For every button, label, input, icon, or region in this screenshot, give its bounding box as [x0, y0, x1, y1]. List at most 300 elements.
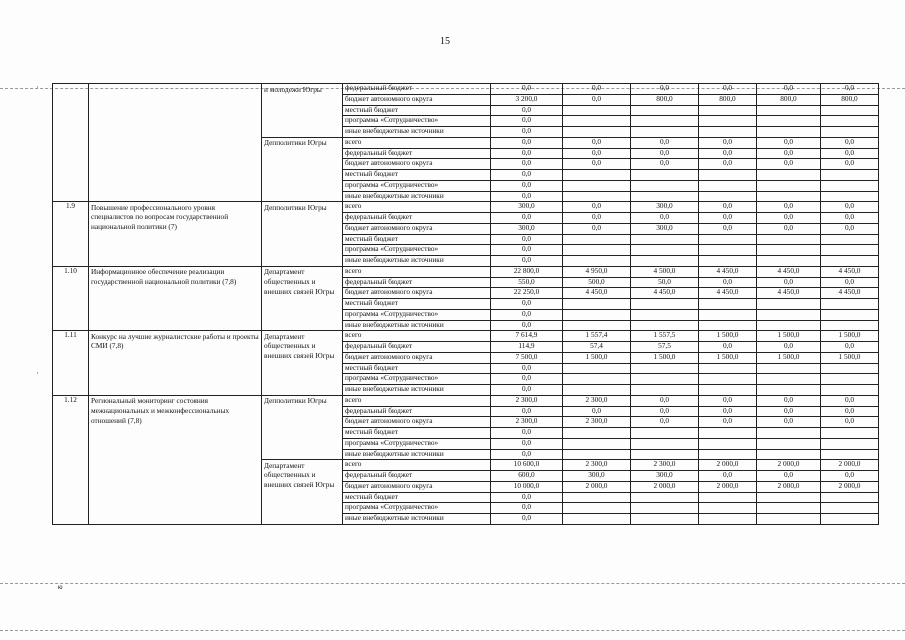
funding-source: программа «Сотрудничество» — [343, 245, 491, 256]
amount-total: 10 600,0 — [491, 460, 563, 471]
amount-year: 4 450,0 — [563, 288, 631, 299]
amount-year: 2 300,0 — [563, 417, 631, 428]
amount-year: 0,0 — [563, 406, 631, 417]
funding-source: федеральный бюджет — [343, 213, 491, 224]
amount-year — [631, 170, 699, 181]
amount-year: 0,0 — [699, 406, 757, 417]
amount-total: 22 800,0 — [491, 266, 563, 277]
funding-source: местный бюджет — [343, 170, 491, 181]
amount-total: 7 614,9 — [491, 331, 563, 342]
amount-year: 0,0 — [821, 202, 879, 213]
funding-source: федеральный бюджет — [343, 471, 491, 482]
amount-year — [563, 428, 631, 439]
funding-source: бюджет автономного округа — [343, 288, 491, 299]
funding-source: всего — [343, 202, 491, 213]
funding-source: всего — [343, 460, 491, 471]
amount-year: 0,0 — [631, 213, 699, 224]
amount-year — [821, 116, 879, 127]
funding-source: бюджет автономного округа — [343, 481, 491, 492]
amount-year — [631, 299, 699, 310]
amount-year: 0,0 — [699, 417, 757, 428]
amount-total: 22 250,0 — [491, 288, 563, 299]
amount-year — [821, 503, 879, 514]
amount-year: 0,0 — [563, 223, 631, 234]
amount-year: 2 000,0 — [757, 481, 821, 492]
amount-year — [563, 385, 631, 396]
amount-total: 3 200,0 — [491, 94, 563, 105]
amount-year — [563, 234, 631, 245]
amount-year — [699, 374, 757, 385]
amount-total: 0,0 — [491, 385, 563, 396]
financing-table — [52, 83, 879, 525]
funding-source: иные внебюджетные источники — [343, 191, 491, 202]
amount-year: 1 500,0 — [699, 352, 757, 363]
funding-source: всего — [343, 331, 491, 342]
amount-year: 0,0 — [757, 277, 821, 288]
amount-year — [631, 309, 699, 320]
executor: Депполитики Югры — [262, 202, 343, 267]
amount-year: 0,0 — [757, 213, 821, 224]
amount-year — [821, 320, 879, 331]
amount-year: 0,0 — [699, 342, 757, 353]
amount-year: 0,0 — [631, 417, 699, 428]
amount-year — [631, 514, 699, 525]
amount-year — [563, 503, 631, 514]
amount-year — [631, 116, 699, 127]
amount-year: 4 450,0 — [699, 266, 757, 277]
amount-year — [821, 170, 879, 181]
amount-year — [821, 309, 879, 320]
amount-year: 0,0 — [699, 277, 757, 288]
amount-year — [821, 449, 879, 460]
amount-year: 0,0 — [757, 471, 821, 482]
amount-year: 0,0 — [821, 406, 879, 417]
amount-year: 300,0 — [563, 471, 631, 482]
executor: и молодежи Югры — [262, 84, 343, 138]
amount-year: 1 500,0 — [821, 352, 879, 363]
amount-year — [821, 245, 879, 256]
amount-year — [757, 299, 821, 310]
amount-year: 300,0 — [631, 471, 699, 482]
amount-year: 1 500,0 — [631, 352, 699, 363]
funding-source: местный бюджет — [343, 105, 491, 116]
measure-name — [89, 84, 262, 202]
amount-year: 0,0 — [821, 471, 879, 482]
amount-year: 0,0 — [563, 159, 631, 170]
amount-total: 2 300,0 — [491, 417, 563, 428]
amount-year: 2 000,0 — [699, 481, 757, 492]
funding-source: местный бюджет — [343, 299, 491, 310]
amount-total: 0,0 — [491, 191, 563, 202]
amount-year — [631, 245, 699, 256]
amount-year — [757, 503, 821, 514]
amount-year — [699, 309, 757, 320]
amount-year — [699, 127, 757, 138]
amount-total: 7 500,0 — [491, 352, 563, 363]
amount-year — [631, 503, 699, 514]
funding-source: программа «Сотрудничество» — [343, 116, 491, 127]
amount-year — [563, 191, 631, 202]
amount-total: 0,0 — [491, 180, 563, 191]
amount-year — [631, 492, 699, 503]
amount-year — [699, 449, 757, 460]
amount-year — [821, 256, 879, 267]
amount-year — [757, 374, 821, 385]
amount-year: 0,0 — [699, 159, 757, 170]
amount-year — [757, 428, 821, 439]
amount-year — [757, 127, 821, 138]
amount-year: 0,0 — [821, 342, 879, 353]
amount-year: 2 000,0 — [563, 481, 631, 492]
funding-source: программа «Сотрудничество» — [343, 180, 491, 191]
funding-source: федеральный бюджет — [343, 84, 491, 95]
amount-year — [563, 299, 631, 310]
amount-year: 1 557,4 — [563, 331, 631, 342]
measure-number: 1.11 — [53, 331, 89, 396]
amount-year — [631, 428, 699, 439]
amount-year — [563, 116, 631, 127]
amount-year — [821, 299, 879, 310]
amount-year: 1 500,0 — [757, 352, 821, 363]
amount-year — [757, 492, 821, 503]
amount-year: 2 000,0 — [757, 460, 821, 471]
amount-year: 0,0 — [631, 84, 699, 95]
amount-year: 2 300,0 — [563, 395, 631, 406]
amount-year — [821, 374, 879, 385]
amount-total: 114,9 — [491, 342, 563, 353]
amount-year — [563, 363, 631, 374]
amount-year — [631, 256, 699, 267]
amount-year: 2 000,0 — [631, 481, 699, 492]
amount-year: 0,0 — [699, 213, 757, 224]
amount-year: 4 450,0 — [757, 288, 821, 299]
amount-year — [563, 127, 631, 138]
amount-year: 0,0 — [821, 148, 879, 159]
funding-source: местный бюджет — [343, 492, 491, 503]
amount-year: 0,0 — [631, 137, 699, 148]
amount-year: 50,0 — [631, 277, 699, 288]
funding-source: программа «Сотрудничество» — [343, 438, 491, 449]
amount-total: 0,0 — [491, 170, 563, 181]
amount-year — [631, 234, 699, 245]
amount-year: 300,0 — [631, 223, 699, 234]
measure-name: Конкурс на лучшие журналистские работы и проекты СМИ (7,8) — [89, 331, 262, 396]
scan-artifact-line — [0, 583, 905, 584]
measure-name: Повышение профессионального уровня специалистов по вопросам государственной национальной политики (7) — [89, 202, 262, 267]
amount-year — [757, 170, 821, 181]
table-row — [53, 84, 879, 95]
table-row — [53, 266, 879, 277]
amount-year: 1 500,0 — [821, 331, 879, 342]
amount-year: 0,0 — [821, 159, 879, 170]
amount-total: 0,0 — [491, 363, 563, 374]
amount-year: 4 950,0 — [563, 266, 631, 277]
funding-source: местный бюджет — [343, 234, 491, 245]
amount-year — [563, 309, 631, 320]
amount-year — [757, 438, 821, 449]
scan-artifact-dot: · — [36, 82, 39, 92]
amount-year — [631, 320, 699, 331]
amount-year — [757, 309, 821, 320]
amount-total: 0,0 — [491, 514, 563, 525]
amount-year: 1 500,0 — [563, 352, 631, 363]
funding-source: бюджет автономного округа — [343, 417, 491, 428]
amount-year: 0,0 — [757, 137, 821, 148]
funding-source: программа «Сотрудничество» — [343, 503, 491, 514]
amount-year: 800,0 — [757, 94, 821, 105]
amount-year — [821, 191, 879, 202]
amount-year — [563, 449, 631, 460]
amount-total: 0,0 — [491, 245, 563, 256]
amount-year — [699, 492, 757, 503]
amount-year — [699, 299, 757, 310]
amount-year — [699, 180, 757, 191]
funding-source: бюджет автономного округа — [343, 159, 491, 170]
amount-year — [757, 256, 821, 267]
amount-year: 0,0 — [631, 395, 699, 406]
amount-year — [563, 514, 631, 525]
amount-year — [563, 256, 631, 267]
amount-year: 4 450,0 — [821, 266, 879, 277]
amount-total: 0,0 — [491, 438, 563, 449]
table-row — [53, 331, 879, 342]
measure-number — [53, 84, 89, 202]
amount-year: 0,0 — [699, 471, 757, 482]
amount-year — [757, 245, 821, 256]
amount-year — [821, 180, 879, 191]
amount-year: 1 500,0 — [757, 331, 821, 342]
amount-year: 0,0 — [821, 213, 879, 224]
measure-number: 1.10 — [53, 266, 89, 331]
amount-year — [631, 191, 699, 202]
amount-year: 4 450,0 — [757, 266, 821, 277]
amount-total: 300,0 — [491, 223, 563, 234]
amount-year — [757, 514, 821, 525]
amount-year — [699, 116, 757, 127]
amount-year: 0,0 — [631, 148, 699, 159]
funding-source: иные внебюджетные источники — [343, 127, 491, 138]
amount-year — [821, 438, 879, 449]
amount-year — [757, 320, 821, 331]
amount-year — [699, 245, 757, 256]
funding-source: всего — [343, 266, 491, 277]
amount-year — [563, 320, 631, 331]
amount-year: 2 000,0 — [699, 460, 757, 471]
amount-total: 0,0 — [491, 159, 563, 170]
table-row — [53, 395, 879, 406]
amount-year — [699, 234, 757, 245]
amount-year — [821, 428, 879, 439]
amount-total: 0,0 — [491, 299, 563, 310]
amount-year: 0,0 — [699, 223, 757, 234]
amount-year: 0,0 — [563, 202, 631, 213]
amount-year — [563, 374, 631, 385]
funding-source: федеральный бюджет — [343, 277, 491, 288]
amount-year: 0,0 — [699, 84, 757, 95]
funding-source: всего — [343, 395, 491, 406]
amount-year: 0,0 — [631, 406, 699, 417]
amount-total: 0,0 — [491, 309, 563, 320]
executor: Депполитики Югры — [262, 395, 343, 460]
amount-year: 0,0 — [699, 137, 757, 148]
measure-name: Региональный мониторинг состояния межнациональных и межконфессиональных отношений (7,8) — [89, 395, 262, 524]
amount-year: 500,0 — [563, 277, 631, 288]
funding-source: федеральный бюджет — [343, 342, 491, 353]
amount-year: 0,0 — [821, 137, 879, 148]
amount-year: 0,0 — [757, 223, 821, 234]
amount-year — [563, 105, 631, 116]
executor: Департамент общественных и внешних связей Югры — [262, 331, 343, 396]
amount-year: 4 450,0 — [699, 288, 757, 299]
funding-source: всего — [343, 137, 491, 148]
amount-year — [699, 256, 757, 267]
amount-year — [631, 127, 699, 138]
amount-year — [699, 191, 757, 202]
amount-year: 0,0 — [757, 417, 821, 428]
amount-year: 1 557,5 — [631, 331, 699, 342]
amount-year: 0,0 — [563, 94, 631, 105]
amount-total: 0,0 — [491, 127, 563, 138]
funding-source: федеральный бюджет — [343, 406, 491, 417]
amount-year — [821, 363, 879, 374]
page-number: 15 — [440, 36, 450, 47]
amount-year: 800,0 — [699, 94, 757, 105]
scan-artifact-line — [0, 630, 905, 631]
amount-year: 0,0 — [757, 84, 821, 95]
amount-year: 0,0 — [699, 148, 757, 159]
funding-source: иные внебюджетные источники — [343, 385, 491, 396]
amount-year: 2 300,0 — [563, 460, 631, 471]
amount-total: 0,0 — [491, 116, 563, 127]
amount-year — [699, 363, 757, 374]
funding-source: программа «Сотрудничество» — [343, 374, 491, 385]
amount-total: 0,0 — [491, 449, 563, 460]
executor: Депполитики Югры — [262, 137, 343, 202]
executor: Департамент общественных и внешних связей Югры — [262, 266, 343, 331]
amount-year: 2 300,0 — [631, 460, 699, 471]
amount-year: 4 450,0 — [631, 288, 699, 299]
funding-source: иные внебюджетные источники — [343, 256, 491, 267]
amount-year — [631, 363, 699, 374]
amount-year: 0,0 — [821, 223, 879, 234]
amount-total: 0,0 — [491, 406, 563, 417]
amount-year — [563, 492, 631, 503]
amount-year: 0,0 — [563, 84, 631, 95]
amount-year — [631, 105, 699, 116]
funding-source: иные внебюджетные источники — [343, 514, 491, 525]
amount-year: 0,0 — [757, 406, 821, 417]
table-row — [53, 202, 879, 213]
amount-year: 0,0 — [821, 395, 879, 406]
amount-total: 0,0 — [491, 148, 563, 159]
amount-year — [699, 438, 757, 449]
amount-year — [821, 492, 879, 503]
funding-source: местный бюджет — [343, 428, 491, 439]
amount-year: 800,0 — [631, 94, 699, 105]
amount-total: 0,0 — [491, 234, 563, 245]
measure-number: 1.12 — [53, 395, 89, 524]
amount-year — [563, 180, 631, 191]
amount-year — [563, 438, 631, 449]
amount-year — [699, 514, 757, 525]
amount-year: 800,0 — [821, 94, 879, 105]
amount-year — [757, 385, 821, 396]
amount-year — [757, 191, 821, 202]
funding-source: местный бюджет — [343, 363, 491, 374]
amount-total: 0,0 — [491, 256, 563, 267]
amount-year — [757, 105, 821, 116]
measure-number: 1.9 — [53, 202, 89, 267]
amount-total: 0,0 — [491, 105, 563, 116]
amount-year — [757, 116, 821, 127]
amount-total: 0,0 — [491, 213, 563, 224]
amount-total: 0,0 — [491, 503, 563, 514]
amount-year: 0,0 — [757, 395, 821, 406]
amount-total: 0,0 — [491, 428, 563, 439]
amount-year — [631, 180, 699, 191]
footer-mark: ю — [58, 585, 63, 591]
amount-total: 0,0 — [491, 492, 563, 503]
amount-year — [757, 363, 821, 374]
scan-artifact-dot: · — [36, 368, 39, 378]
amount-year — [699, 385, 757, 396]
amount-year: 0,0 — [699, 395, 757, 406]
amount-year — [699, 320, 757, 331]
amount-year: 0,0 — [563, 148, 631, 159]
amount-year — [821, 514, 879, 525]
amount-year — [631, 374, 699, 385]
funding-source: программа «Сотрудничество» — [343, 309, 491, 320]
amount-total: 0,0 — [491, 137, 563, 148]
amount-year — [563, 245, 631, 256]
amount-year: 57,4 — [563, 342, 631, 353]
amount-year — [631, 385, 699, 396]
amount-year: 0,0 — [563, 213, 631, 224]
funding-source: иные внебюджетные источники — [343, 449, 491, 460]
amount-year: 0,0 — [631, 159, 699, 170]
amount-total: 600,0 — [491, 471, 563, 482]
measure-name: Информационное обеспечение реализации государственной национальной политики (7,8) — [89, 266, 262, 331]
amount-total: 0,0 — [491, 320, 563, 331]
amount-year — [699, 428, 757, 439]
amount-year: 4 450,0 — [821, 288, 879, 299]
amount-total: 300,0 — [491, 202, 563, 213]
amount-year: 0,0 — [757, 342, 821, 353]
amount-total: 0,0 — [491, 84, 563, 95]
amount-year: 0,0 — [821, 417, 879, 428]
amount-year — [631, 438, 699, 449]
funding-source: федеральный бюджет — [343, 148, 491, 159]
amount-year — [699, 105, 757, 116]
funding-source: бюджет автономного округа — [343, 223, 491, 234]
amount-year: 57,5 — [631, 342, 699, 353]
amount-year — [757, 449, 821, 460]
amount-total: 0,0 — [491, 374, 563, 385]
executor: Департамент общественных и внешних связей Югры — [262, 460, 343, 525]
amount-year — [757, 234, 821, 245]
amount-year — [821, 105, 879, 116]
amount-year: 0,0 — [699, 202, 757, 213]
amount-year: 2 000,0 — [821, 460, 879, 471]
amount-year: 0,0 — [563, 137, 631, 148]
funding-source: бюджет автономного округа — [343, 352, 491, 363]
amount-year: 0,0 — [757, 148, 821, 159]
amount-year: 300,0 — [631, 202, 699, 213]
amount-year: 0,0 — [821, 277, 879, 288]
amount-year: 4 500,0 — [631, 266, 699, 277]
amount-year: 2 000,0 — [821, 481, 879, 492]
amount-total: 550,0 — [491, 277, 563, 288]
